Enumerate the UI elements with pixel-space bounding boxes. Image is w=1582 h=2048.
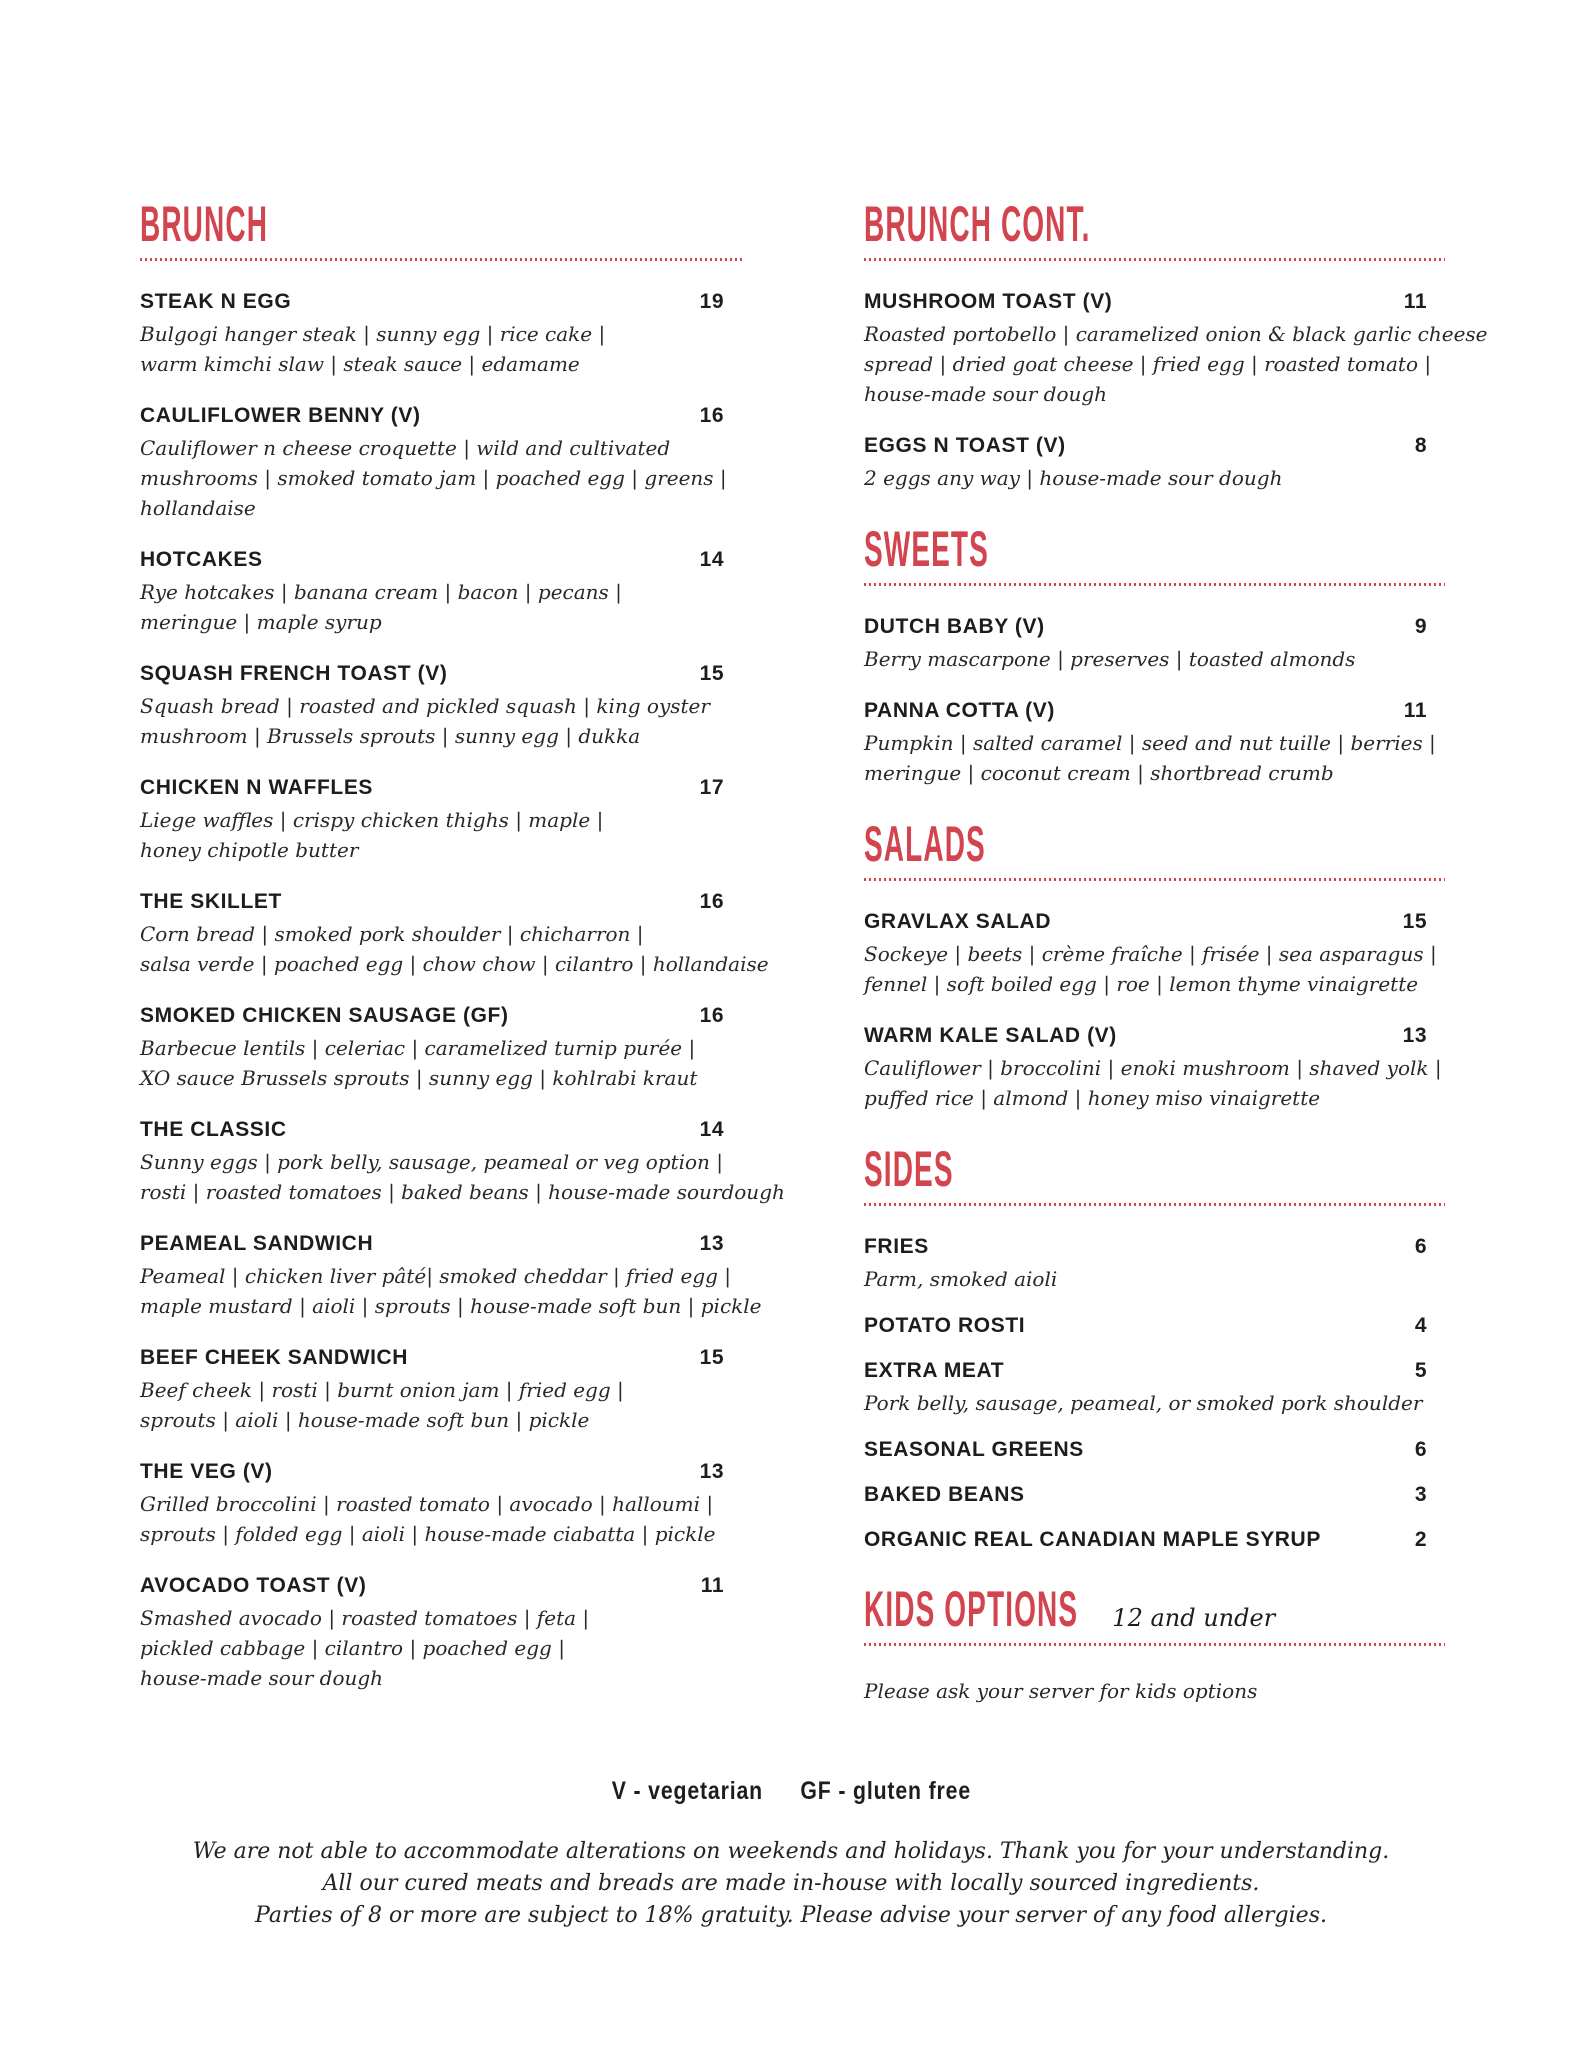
menu-item-name: BEEF CHEEK SANDWICH (140, 1346, 409, 1369)
description-line: hollandaise (140, 496, 256, 520)
menu-item-price: 16 (699, 890, 724, 913)
description-line: Liege waffles | crispy chicken thighs | maple | (140, 808, 604, 832)
description-line: sprouts | aioli | house-made soft bun | pickle (140, 1408, 590, 1432)
description-line: Squash bread | roasted and pickled squash | king oyster (140, 694, 710, 718)
menu-item-the-classic (140, 1117, 785, 1207)
section-title: BRUNCH CONT. (864, 196, 1091, 252)
footer-note-in-house: All our cured meats and breads are made in-house with locally sourced ingredients. (322, 1871, 1260, 1896)
description-line: Rye hotcakes | banana cream | bacon | pecans | (140, 580, 622, 604)
description-line: pickled cabbage | cilantro | poached egg | (140, 1636, 565, 1660)
menu-item-price: 4 (1414, 1314, 1427, 1337)
description-line: Roasted portobello | caramelized onion & black garlic cheese (864, 322, 1488, 346)
menu-item-name: HOTCAKES (140, 548, 263, 571)
menu-item-price: 11 (700, 1574, 724, 1597)
menu-section-sweets (864, 523, 1445, 788)
section-header (864, 818, 1445, 870)
description-line: XO sauce Brussels sprouts | sunny egg | kohlrabi kraut (140, 1066, 698, 1090)
section-header (864, 198, 1445, 250)
menu-item-price: 16 (699, 404, 724, 427)
section-header (864, 1583, 1445, 1635)
menu-item-smoked-chicken-sausage-gf (140, 1003, 742, 1093)
description-line: salsa verde | poached egg | chow chow | cilantro | hollandaise (140, 952, 769, 976)
menu-item-name: THE SKILLET (140, 890, 282, 913)
menu-item-header (864, 1358, 1445, 1384)
menu-item-the-skillet (140, 889, 769, 979)
menu-item-header (140, 1003, 742, 1029)
menu-item-price: 11 (1403, 699, 1427, 722)
menu-item-price: 13 (699, 1460, 724, 1483)
description-line: Grilled broccolini | roasted tomato | avocado | halloumi | (140, 1492, 714, 1516)
menu-item-gravlax-salad (864, 909, 1445, 999)
menu-item-name: THE CLASSIC (140, 1118, 287, 1141)
menu-item-name: CHICKEN N WAFFLES (140, 776, 374, 799)
menu-item-name: FRIES (864, 1235, 929, 1258)
menu-item-description (140, 1375, 742, 1435)
menu-item-header (140, 547, 742, 573)
menu-item-price: 15 (1402, 910, 1427, 933)
menu-item-description (140, 919, 769, 979)
description-line: Pork belly, sausage, peameal, or smoked pork shoulder (864, 1391, 1423, 1415)
menu-footer (0, 1776, 1582, 1932)
section-items (864, 1234, 1445, 1553)
section-note: Please ask your server for kids options (864, 1679, 1258, 1703)
menu-item-name: SMOKED CHICKEN SAUSAGE (GF) (140, 1004, 509, 1027)
description-line: fennel | soft boiled egg | roe | lemon thyme vinaigrette (864, 972, 1419, 996)
menu-item-name: PANNA COTTA (V) (864, 699, 1055, 722)
menu-item-header (864, 433, 1445, 459)
menu-item-name: SQUASH FRENCH TOAST (V) (140, 662, 448, 685)
section-title: SWEETS (864, 521, 989, 577)
menu-item-header (864, 614, 1445, 640)
menu-item-description (864, 463, 1445, 493)
section-header (864, 1143, 1445, 1195)
description-line: meringue | coconut cream | shortbread crumb (864, 761, 1334, 785)
menu-item-price: 14 (699, 1118, 724, 1141)
menu-item-header (140, 1459, 742, 1485)
description-line: rosti | roasted tomatoes | baked beans | house-made sourdough (140, 1180, 785, 1204)
description-line: Sunny eggs | pork belly, sausage, peameal or veg option | (140, 1150, 724, 1174)
section-header (864, 523, 1445, 575)
menu-item-name: DUTCH BABY (V) (864, 615, 1045, 638)
description-line: honey chipotle butter (140, 838, 359, 862)
menu-item-price: 11 (1403, 290, 1427, 313)
menu-item-peameal-sandwich (140, 1231, 762, 1321)
menu-item-description (864, 1264, 1445, 1294)
description-line: Sockeye | beets | crème fraîche | frisée | sea asparagus | (864, 942, 1437, 966)
section-items (140, 289, 785, 1693)
menu-item-header (864, 909, 1445, 935)
footer-notes (0, 1836, 1582, 1932)
menu-item-dutch-baby-v (864, 614, 1445, 674)
menu-item-price: 3 (1414, 1483, 1427, 1506)
menu-item-eggs-n-toast-v (864, 433, 1445, 493)
menu-item-name: BAKED BEANS (864, 1483, 1025, 1506)
description-line: meringue | maple syrup (140, 610, 382, 634)
menu-item-name: THE VEG (V) (140, 1460, 273, 1483)
menu-section-brunch-cont (864, 196, 1488, 493)
menu-section-salads (864, 818, 1445, 1113)
menu-item-header (140, 775, 742, 801)
description-line: Smashed avocado | roasted tomatoes | feta | (140, 1606, 590, 1630)
menu-item-description (140, 1603, 742, 1693)
dotted-rule (864, 258, 1445, 261)
section-title: BRUNCH (140, 196, 269, 252)
description-line: Barbecue lentils | celeriac | caramelized turnip purée | (140, 1036, 696, 1060)
menu-item-steak-n-egg (140, 289, 742, 379)
menu-item-price: 13 (1402, 1024, 1427, 1047)
menu-item-price: 8 (1414, 434, 1427, 457)
menu-item-price: 19 (699, 290, 724, 313)
description-line: Peameal | chicken liver pâté| smoked cheddar | fried egg | (140, 1264, 732, 1288)
legend-vegetarian: V - vegetarian (611, 1777, 763, 1805)
menu-item-name: ORGANIC REAL CANADIAN MAPLE SYRUP (864, 1528, 1321, 1551)
menu-item-header (864, 1023, 1445, 1049)
menu-item-header (140, 1345, 742, 1371)
menu-item-price: 6 (1414, 1438, 1427, 1461)
menu-item-description (140, 433, 742, 523)
description-line: Beef cheek | rosti | burnt onion jam | fried egg | (140, 1378, 624, 1402)
menu-item-header (864, 289, 1445, 315)
menu-item-the-veg-v (140, 1459, 742, 1549)
menu-item-description (140, 577, 742, 637)
menu-item-description (140, 1033, 742, 1093)
menu-item-name: STEAK N EGG (140, 290, 292, 313)
description-line: Berry mascarpone | preserves | toasted almonds (864, 647, 1356, 671)
menu-item-seasonal-greens (864, 1437, 1445, 1463)
menu-item-description (140, 1489, 742, 1549)
section-title: SALADS (864, 816, 986, 872)
menu-item-extra-meat (864, 1358, 1445, 1418)
menu-item-mushroom-toast-v (864, 289, 1488, 409)
menu-item-baked-beans (864, 1482, 1445, 1508)
description-line: mushrooms | smoked tomato jam | poached egg | greens | (140, 466, 727, 490)
description-line: house-made sour dough (864, 382, 1108, 406)
menu-item-name: EGGS N TOAST (V) (864, 434, 1066, 457)
menu-item-header (140, 889, 742, 915)
menu-item-description (140, 319, 742, 379)
menu-item-description (864, 939, 1445, 999)
menu-item-header (864, 1234, 1445, 1260)
menu-item-description (864, 1053, 1445, 1113)
footer-note-alterations: We are not able to accommodate alterations on weekends and holidays. Thank you for your understanding. (192, 1839, 1390, 1864)
menu-item-description (864, 644, 1445, 674)
menu-item-price: 15 (699, 1346, 724, 1369)
menu-item-cauliflower-benny-v (140, 403, 742, 523)
menu-item-description (140, 691, 742, 751)
menu-item-description (864, 319, 1488, 409)
description-line: mushroom | Brussels sprouts | sunny egg | dukka (140, 724, 641, 748)
menu-item-price: 15 (699, 662, 724, 685)
section-items (864, 289, 1488, 493)
menu-item-price: 5 (1414, 1359, 1427, 1382)
menu-item-header (140, 1231, 742, 1257)
menu-section-brunch (140, 196, 785, 1693)
menu-item-description (864, 728, 1445, 788)
description-line: sprouts | folded egg | aioli | house-made ciabatta | pickle (140, 1522, 716, 1546)
menu-item-name: CAULIFLOWER BENNY (V) (140, 404, 421, 427)
menu-item-price: 6 (1414, 1235, 1427, 1258)
menu-item-price: 17 (699, 776, 724, 799)
dotted-rule (864, 878, 1445, 881)
menu-item-name: GRAVLAX SALAD (864, 910, 1052, 933)
section-header (140, 198, 742, 250)
menu-item-hotcakes (140, 547, 742, 637)
footer-note-gratuity: Parties of 8 or more are subject to 18% gratuity. Please advise your server of any food allergies. (255, 1903, 1327, 1928)
menu-item-header (864, 1313, 1445, 1339)
legend (0, 1776, 1582, 1810)
menu-item-chicken-n-waffles (140, 775, 742, 865)
section-items (864, 614, 1445, 788)
legend-gluten-free: GF - gluten free (800, 1777, 971, 1805)
menu-item-description (140, 805, 742, 865)
section-subtitle: 12 and under (1112, 1604, 1276, 1632)
description-line: Parm, smoked aioli (864, 1267, 1058, 1291)
menu-item-name: MUSHROOM TOAST (V) (864, 290, 1113, 313)
description-line: puffed rice | almond | honey miso vinaigrette (864, 1086, 1321, 1110)
menu-item-potato-rosti (864, 1313, 1445, 1339)
description-line: Cauliflower | broccolini | enoki mushroom | shaved yolk | (864, 1056, 1442, 1080)
description-line: Corn bread | smoked pork shoulder | chicharron | (140, 922, 644, 946)
description-line: 2 eggs any way | house-made sour dough (864, 466, 1283, 490)
description-line: Pumpkin | salted caramel | seed and nut tuille | berries | (864, 731, 1436, 755)
dotted-rule (140, 258, 742, 261)
menu-item-squash-french-toast-v (140, 661, 742, 751)
menu-item-header (140, 1117, 742, 1143)
menu-section-kids-options (864, 1583, 1445, 1706)
menu-item-warm-kale-salad-v (864, 1023, 1445, 1113)
menu-item-name: EXTRA MEAT (864, 1359, 1005, 1382)
description-line: maple mustard | aioli | sprouts | house-made soft bun | pickle (140, 1294, 762, 1318)
dotted-rule (864, 1203, 1445, 1206)
menu-column-left (140, 160, 785, 1717)
description-line: house-made sour dough (140, 1666, 384, 1690)
menu-item-panna-cotta-v (864, 698, 1445, 788)
menu-item-organic-real-canadian-maple-syrup (864, 1527, 1445, 1553)
description-line: warm kimchi slaw | steak sauce | edamame (140, 352, 580, 376)
menu-item-beef-cheek-sandwich (140, 1345, 742, 1435)
menu-item-avocado-toast-v (140, 1573, 742, 1693)
menu-item-header (864, 1482, 1445, 1508)
menu-item-fries (864, 1234, 1445, 1294)
dotted-rule (864, 583, 1445, 586)
menu-item-price: 16 (699, 1004, 724, 1027)
description-line: Cauliflower n cheese croquette | wild and cultivated (140, 436, 671, 460)
menu-item-name: POTATO ROSTI (864, 1314, 1026, 1337)
menu-item-header (140, 1573, 742, 1599)
legend-text (611, 1776, 970, 1806)
menu-item-name: PEAMEAL SANDWICH (140, 1232, 374, 1255)
menu-item-price: 2 (1414, 1528, 1427, 1551)
section-items (864, 909, 1445, 1113)
menu-item-price: 9 (1414, 615, 1427, 638)
menu-item-price: 13 (699, 1232, 724, 1255)
menu-item-header (140, 403, 742, 429)
menu-column-right (864, 160, 1488, 1706)
menu-item-description (140, 1261, 762, 1321)
menu-item-header (864, 1437, 1445, 1463)
menu-item-header (864, 698, 1445, 724)
menu-item-name: SEASONAL GREENS (864, 1438, 1084, 1461)
menu-item-name: WARM KALE SALAD (V) (864, 1024, 1117, 1047)
description-line: spread | dried goat cheese | fried egg | roasted tomato | (864, 352, 1432, 376)
menu-item-name: AVOCADO TOAST (V) (140, 1574, 367, 1597)
menu-item-description (864, 1388, 1445, 1418)
menu-item-description (140, 1147, 785, 1207)
description-line: Bulgogi hanger steak | sunny egg | rice cake | (140, 322, 606, 346)
menu-section-sides (864, 1143, 1445, 1553)
section-title: SIDES (864, 1141, 954, 1197)
menu-item-header (140, 661, 742, 687)
menu-item-header (140, 289, 742, 315)
menu-item-header (864, 1527, 1445, 1553)
menu-item-price: 14 (699, 548, 724, 571)
section-title: KIDS OPTIONS (864, 1581, 1079, 1637)
